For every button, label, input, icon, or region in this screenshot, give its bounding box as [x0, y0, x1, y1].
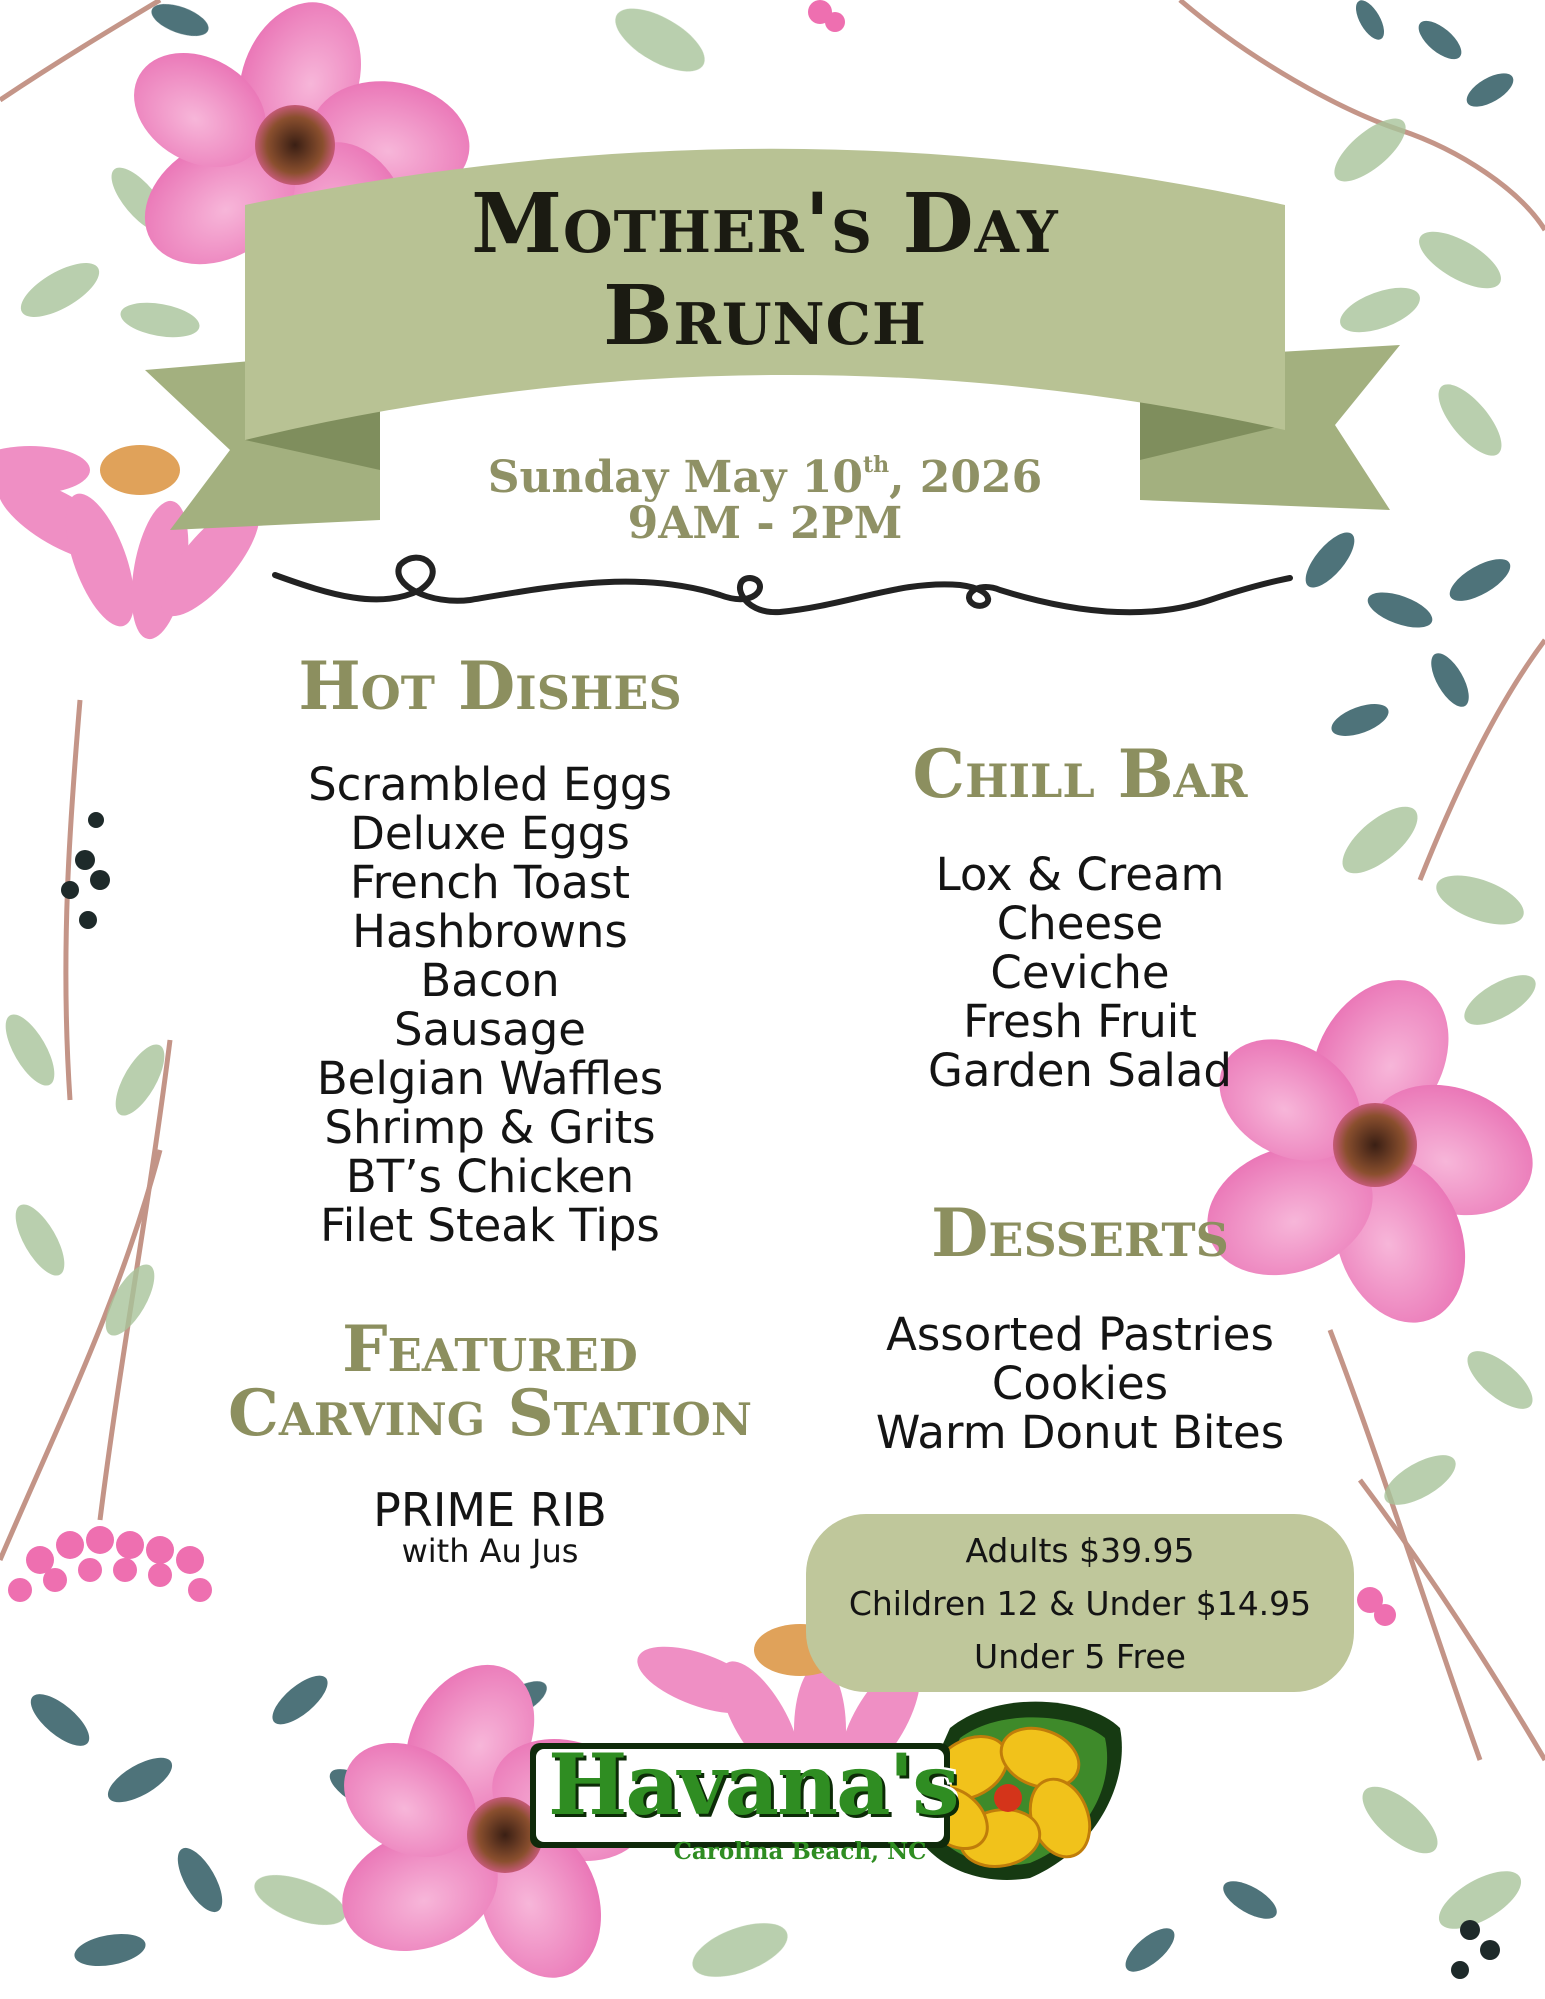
desserts-list: [800, 1310, 1360, 1457]
title-line-1: Mother's Day: [471, 176, 1059, 272]
date-line: [350, 442, 1180, 501]
menu-item: Scrambled Eggs: [308, 758, 672, 811]
menu-item: Cookies: [991, 1357, 1169, 1410]
pink-cluster-left: [8, 1526, 212, 1602]
menu-item: Lox & Cream: [935, 848, 1225, 901]
carving-main-item: PRIME RIB: [373, 1483, 607, 1537]
menu-item: Assorted Pastries: [886, 1308, 1274, 1361]
menu-item: Ceviche: [990, 946, 1170, 999]
event-title: [250, 178, 1280, 362]
title-line-2: Brunch: [603, 268, 927, 364]
chill-bar-heading: Chill Bar: [912, 735, 1248, 813]
carving-heading-line-1: Featured: [342, 1312, 638, 1387]
menu-item: Sausage: [394, 1003, 586, 1056]
havanas-logo: [530, 1688, 1130, 1893]
menu-item: Shrimp & Grits: [324, 1101, 656, 1154]
date-suffix: th: [862, 452, 890, 478]
desserts-heading: Desserts: [931, 1194, 1229, 1272]
menu-item: Hashbrowns: [352, 905, 628, 958]
carving-station-list: [280, 1483, 700, 1570]
menu-item: Belgian Waffles: [316, 1052, 664, 1105]
hot-dishes-heading: Hot Dishes: [298, 647, 682, 725]
event-date: [350, 442, 1180, 547]
menu-item: Filet Steak Tips: [320, 1199, 660, 1252]
price-under-5: Under 5 Free: [974, 1637, 1186, 1676]
logo-location: Carolina Beach, NC: [673, 1838, 927, 1865]
date-day: Sunday May 10: [487, 452, 863, 503]
menu-item: Warm Donut Bites: [875, 1406, 1285, 1459]
price-adults: Adults $39.95: [965, 1531, 1195, 1570]
menu-item: Bacon: [420, 954, 560, 1007]
swirl-divider: [275, 558, 1290, 613]
logo-name: Havana's: [548, 1735, 958, 1834]
menu-item: Fresh Fruit: [963, 995, 1197, 1048]
carving-heading-line-2: Carving Station: [227, 1376, 753, 1451]
menu-item: French Toast: [350, 856, 630, 909]
carving-sub-item: with Au Jus: [401, 1532, 579, 1570]
menu-item: BT’s Chicken: [345, 1150, 635, 1203]
date-year: , 2026: [889, 452, 1043, 503]
menu-item: Garden Salad: [927, 1044, 1232, 1097]
hot-dishes-list: [220, 760, 760, 1250]
pricing-box: [806, 1514, 1354, 1692]
menu-item: Cheese: [996, 897, 1164, 950]
menu-item: Deluxe Eggs: [350, 807, 630, 860]
event-hours: 9AM - 2PM: [627, 498, 903, 549]
carving-station-heading: [200, 1312, 780, 1451]
price-children: Children 12 & Under $14.95: [848, 1584, 1312, 1623]
chill-bar-list: [830, 850, 1330, 1095]
